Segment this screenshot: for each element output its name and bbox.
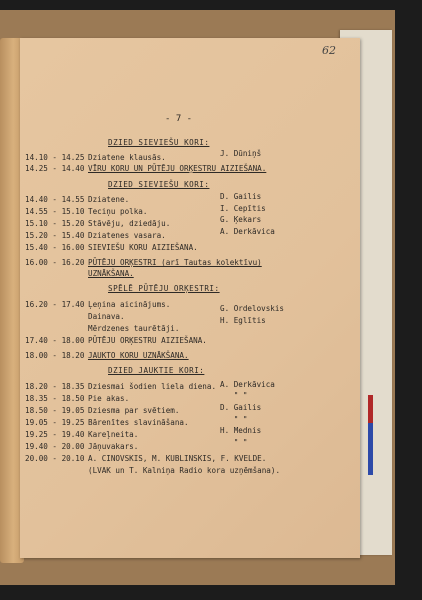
time-range: 14.40 - 14.55 [25,195,85,204]
time-range: 18.20 - 18.35 [25,382,85,391]
section-heading: SPĒLĒ PŪTĒJU ORĶESTRI: [108,284,220,293]
program-item: Pie akas. [88,394,130,403]
time-range: 15.10 - 15.20 [25,219,85,228]
time-range: 19.25 - 19.40 [25,430,85,439]
time-range: 14.10 - 14.25 [25,153,85,162]
page-number: - 7 - [165,114,193,124]
composer-name: H. Eglītis [220,316,266,325]
red-tab-marker [368,395,373,423]
program-item: Dziesmai šodien liela diena. [88,382,217,391]
composer-name: D. Gailis [220,192,262,201]
section-heading: DZIED JAUKTIE KORI: [108,366,205,375]
folio-number: 62 [322,44,336,57]
composer-name: D. Gailis [220,403,262,412]
program-item: (LVAK un T. Kalniņa Radio kora uzņēmšana). [88,466,281,475]
composer-name: H. Mednis [220,426,262,435]
program-item: Dziatene. [88,195,130,204]
time-range: 18.50 - 19.05 [25,406,85,415]
program-item: Kareļneita. [88,430,139,439]
program-item: Teciņu polka. [88,207,148,216]
time-range: 17.40 - 18.00 [25,336,85,345]
composer-name: J. Dūniņš [220,149,262,158]
time-range: 15.20 - 15.40 [25,231,85,240]
composer-name: A. Derkāvica [220,227,275,236]
program-item: SIEVIEŠU KORU AIZIEŠANA. [88,243,198,252]
time-range: 19.40 - 20.00 [25,442,85,451]
composer-name: " " [220,391,248,400]
program-item: PŪTĒJU ORĶESTRU AIZIEŠANA. [88,336,207,345]
composer-name: " " [220,438,248,447]
time-range: 16.00 - 16.20 [25,258,85,267]
composer-name: G. Ķekars [220,215,262,224]
program-item: Dziatene klausās. [88,153,166,162]
program-item: Ļeņina aicinājums. [88,300,171,309]
program-item: Dziesma par svētiem. [88,406,180,415]
program-item: Dainava. [88,312,125,321]
program-item: Stāvēju, dziedāju. [88,219,171,228]
section-heading: UZNĀKŠANA. [88,269,134,278]
time-range: 20.00 - 20.10 [25,454,85,463]
program-item: Bārenītes slavināšana. [88,418,189,427]
section-heading: VĪRU KORU UN PŪTĒJU ORĶESTRU AIZIEŠANA. [88,164,267,173]
composer-name: I. Cepītis [220,204,266,213]
time-range: 16.20 - 17.40 [25,300,85,309]
section-heading: PŪTĒJU ORĶESTRI (arī Tautas kolektīvu) [88,258,262,267]
composer-name: " " [220,415,248,424]
time-range: 14.25 - 14.40 [25,164,85,173]
program-item: Jāņuvakars. [88,442,139,451]
time-range: 14.55 - 15.10 [25,207,85,216]
time-range: 18.35 - 18.50 [25,394,85,403]
time-range: 18.00 - 18.20 [25,351,85,360]
blue-tab-marker [368,423,373,475]
section-heading: DZIED SIEVIEŠU KORI: [108,138,210,147]
time-range: 15.40 - 16.00 [25,243,85,252]
time-range: 19.05 - 19.25 [25,418,85,427]
section-heading: JAUKTO KORU UZNĀKŠANA. [88,351,189,360]
composer-name: G. Ordelovskis [220,304,285,313]
program-item: Mērdzenes taurētāji. [88,324,180,333]
program-item: A. CINOVSKIS, M. KUBLINSKIS, F. KVELDE. [88,454,267,463]
program-item: Dziatenes vasara. [88,231,166,240]
composer-name: A. Derkāvica [220,380,275,389]
section-heading: DZIED SIEVIEŠU KORI: [108,180,210,189]
